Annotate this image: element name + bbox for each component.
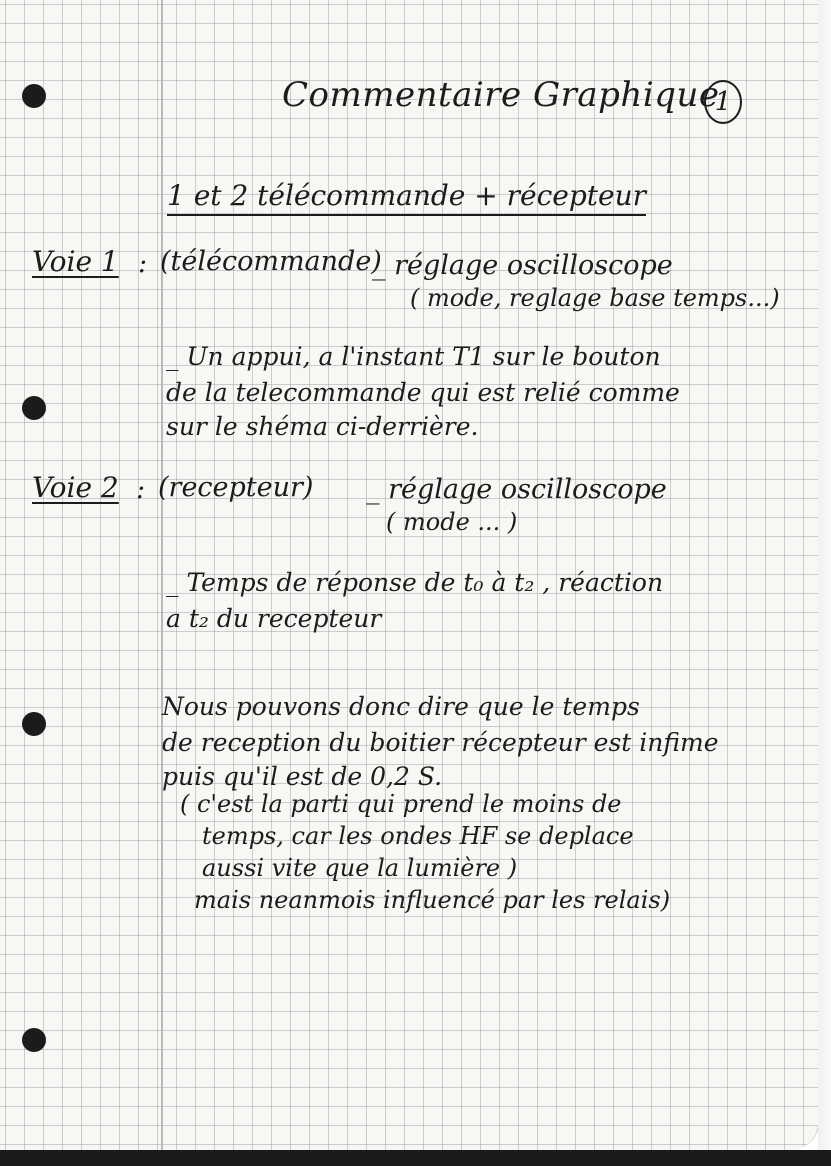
voie1-setting: _ réglage oscilloscope bbox=[372, 250, 673, 281]
voie2-line: a t₂ du recepteur bbox=[166, 604, 382, 633]
note-line: aussi vite que la lumière ) bbox=[202, 854, 518, 882]
binder-hole bbox=[22, 1028, 46, 1052]
voie2-line: _ Temps de réponse de t₀ à t₂ , réaction bbox=[166, 568, 664, 597]
scan-edge-right bbox=[818, 0, 831, 1150]
voie2-setting-detail: ( mode ... ) bbox=[386, 508, 518, 536]
voie1-separator: : bbox=[138, 248, 148, 279]
conclusion-line: puis qu'il est de 0,2 S. bbox=[162, 762, 443, 791]
voie2-device: (recepteur) bbox=[158, 472, 314, 503]
binder-hole bbox=[22, 84, 46, 108]
subtitle: 1 et 2 télécommande + récepteur bbox=[167, 182, 646, 216]
voie2-setting: _ réglage oscilloscope bbox=[366, 474, 667, 505]
voie1-label: Voie 1 bbox=[32, 245, 119, 278]
page-title: Commentaire Graphique bbox=[282, 75, 720, 115]
voie1-line: sur le shéma ci-derrière. bbox=[166, 412, 479, 441]
title-number-circle: 1 bbox=[704, 80, 742, 124]
margin-line bbox=[161, 0, 163, 1150]
note-line: ( c'est la parti qui prend le moins de bbox=[180, 790, 622, 818]
voie2-label: Voie 2 bbox=[32, 471, 119, 504]
voie2-separator: : bbox=[136, 474, 146, 505]
scan-edge-bottom bbox=[0, 1150, 831, 1166]
voie1-device: (télécommande) bbox=[160, 246, 382, 277]
binder-hole bbox=[22, 396, 46, 420]
note-line: mais neanmois influencé par les relais) bbox=[194, 886, 671, 914]
binder-hole bbox=[22, 712, 46, 736]
voie1-setting-detail: ( mode, reglage base temps...) bbox=[410, 284, 780, 312]
voie1-line: _ Un appui, a l'instant T1 sur le bouton bbox=[166, 342, 661, 371]
conclusion-line: Nous pouvons donc dire que le temps bbox=[162, 692, 640, 721]
voie1-line: de la telecommande qui est relié comme bbox=[166, 378, 680, 407]
conclusion-line: de reception du boitier récepteur est infime bbox=[162, 728, 719, 757]
note-line: temps, car les ondes HF se deplace bbox=[202, 822, 634, 850]
